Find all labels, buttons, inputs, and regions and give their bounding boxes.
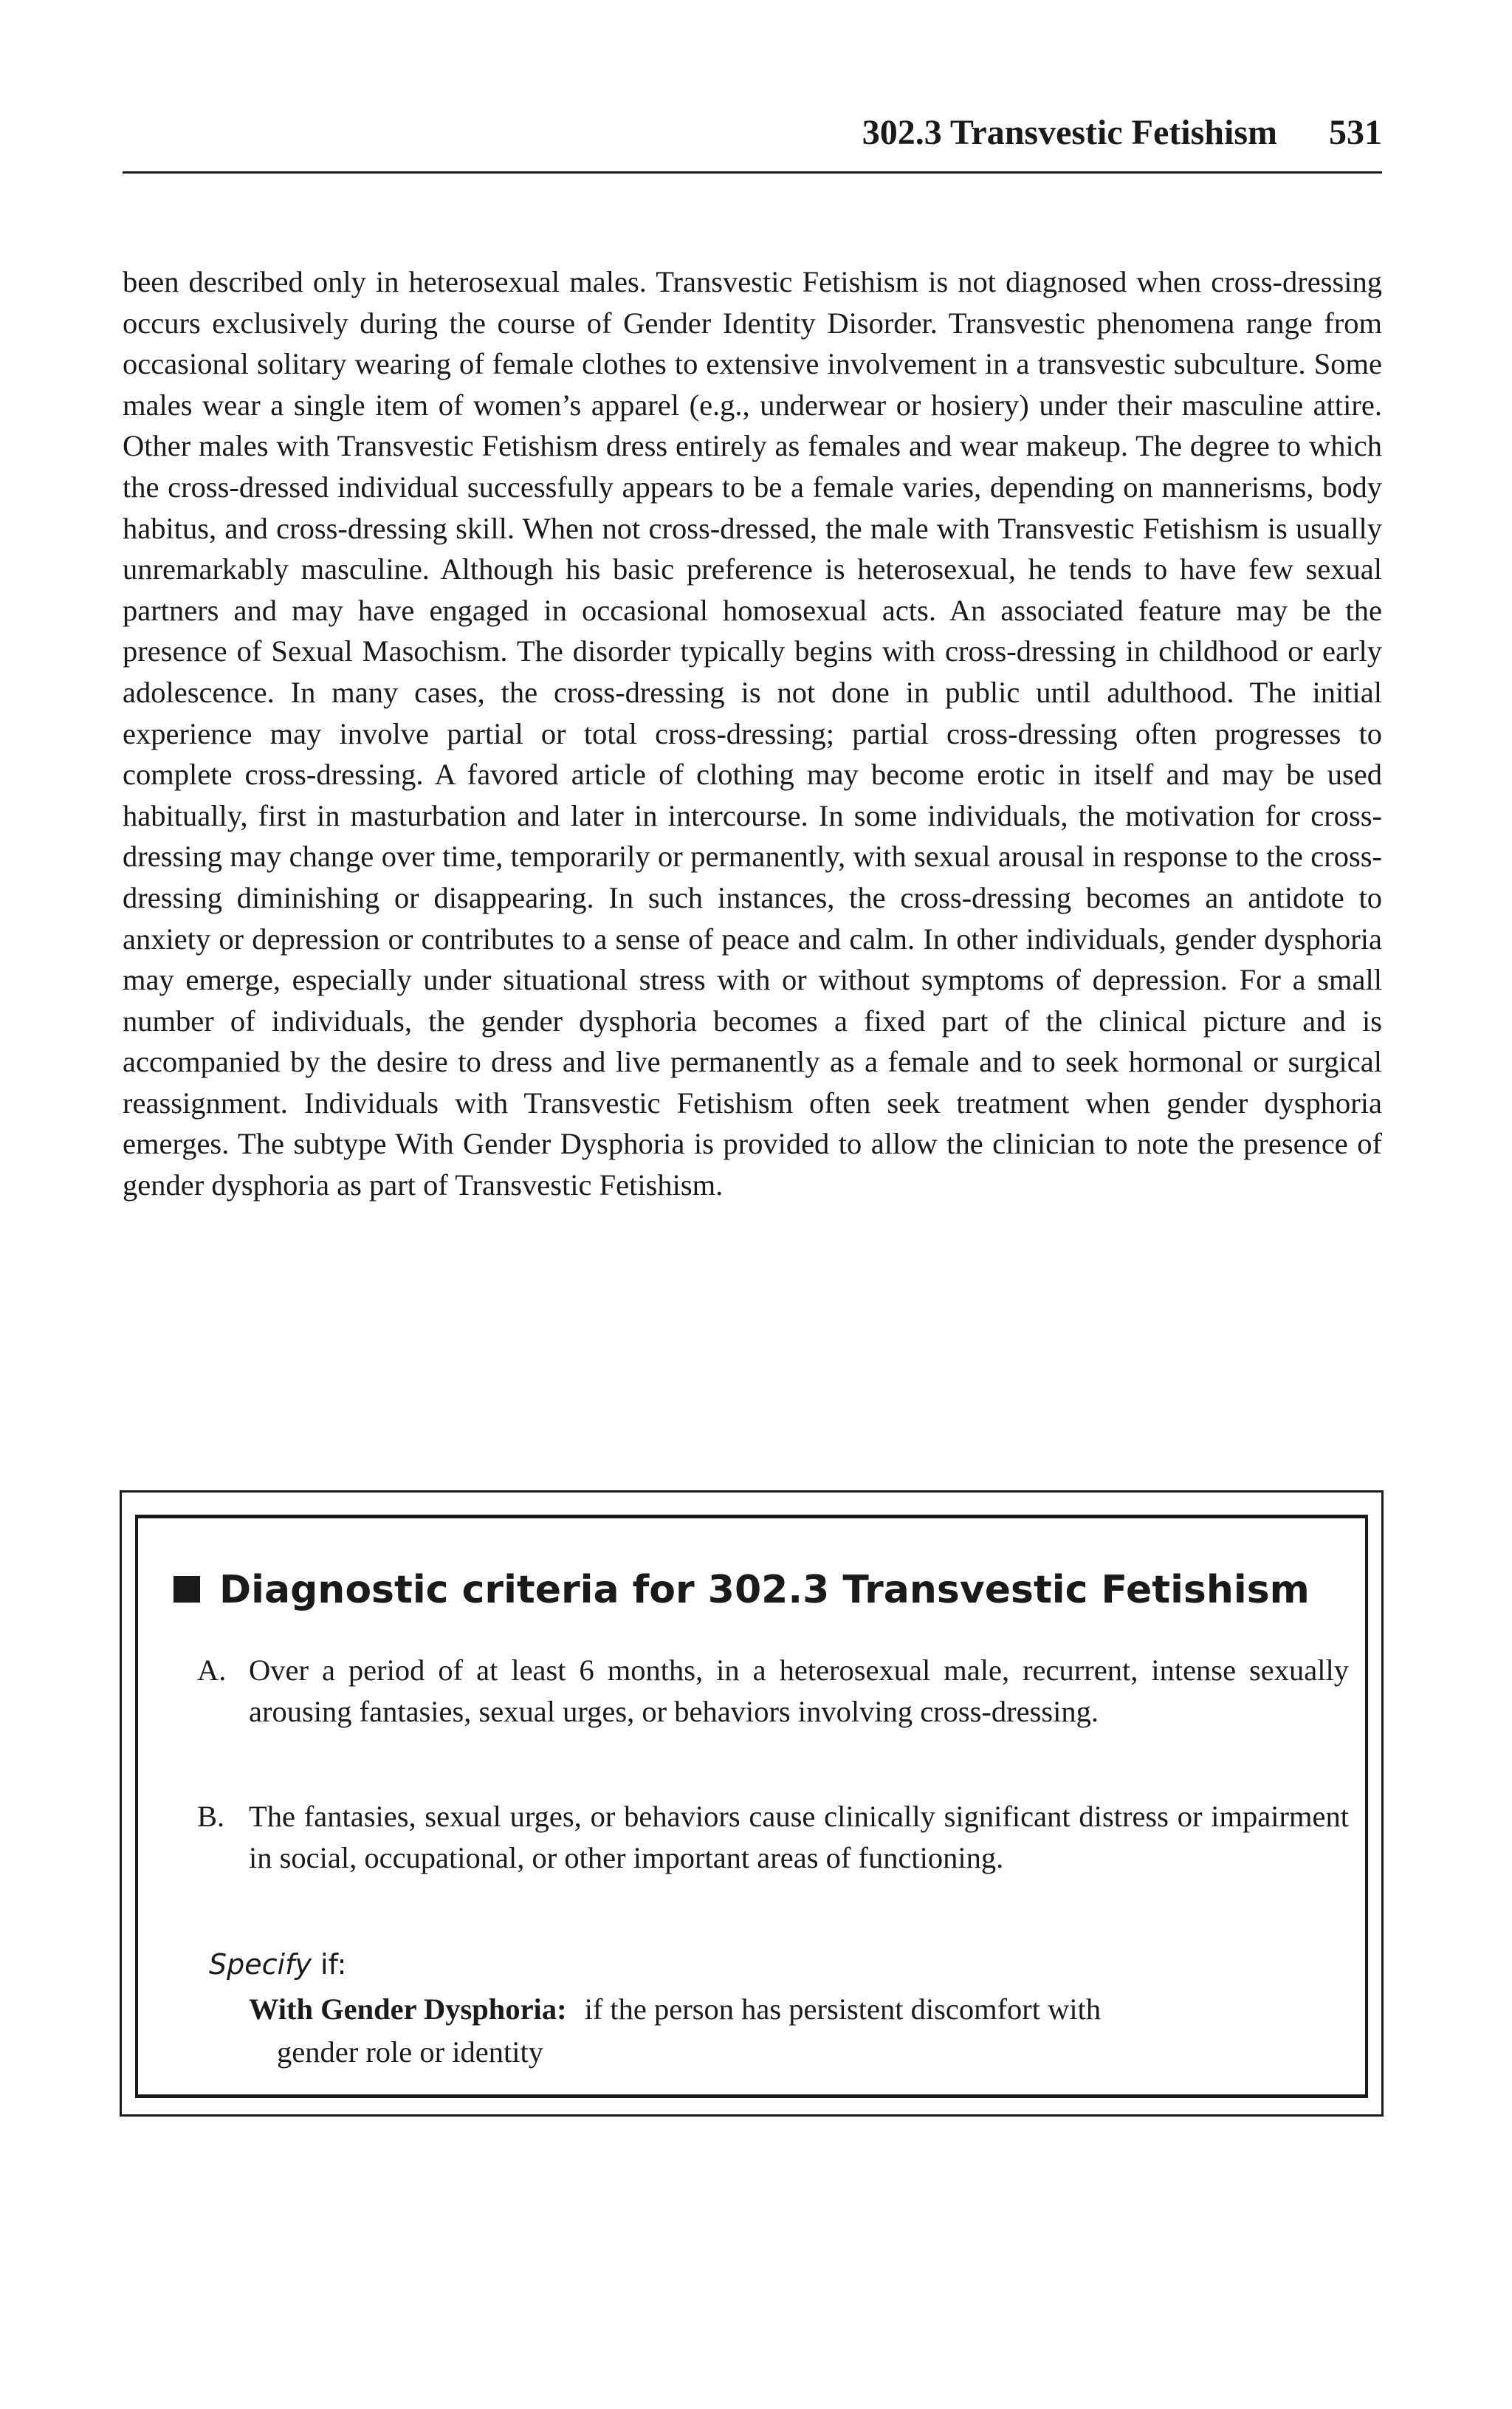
criterion-text: The fantasies, sexual urges, or behaviors cause clinically significant distress or impairment in social, occupational, or other important areas of functioning. [249, 1800, 1349, 1874]
subtype-description: if the person has persistent discomfort with [584, 1992, 1102, 2026]
running-head [123, 111, 1382, 174]
criterion-a [197, 1650, 1349, 1733]
subtype-description-continued: gender role or identity [277, 2035, 543, 2069]
criterion-text: Over a period of at least 6 months, in a heterosexual male, recurrent, intense sexually arousing fantasies, sexual urges, or behaviors involving cross-dressing. [249, 1654, 1349, 1728]
criterion-letter: A. [197, 1654, 227, 1687]
criterion-b [197, 1796, 1349, 1879]
subtype-entry [249, 1988, 1334, 2074]
specify-label: Specify [209, 1948, 312, 1981]
criteria-heading-text: Diagnostic criteria for 302.3 Transvestic Fetishism [219, 1568, 1310, 1612]
criteria-box-inner-frame [135, 1515, 1368, 2098]
diagnostic-criteria-box [120, 1490, 1384, 2117]
subtype-name: With Gender Dysphoria: [249, 1992, 567, 2026]
criteria-heading [173, 1564, 1310, 1616]
body-paragraph: been described only in heterosexual males. Transvestic Fetishism is not diagnosed when cross-dressing occurs exclusively during the course of Gender Identity Disorder. Transvestic phenomena range from occasional solitary wearing of female clothes to extensive involvement in a transvestic subculture. Some males wear a single item of women’s apparel (e.g., underwear or hosiery) under their masculine attire. Other males with Transvestic Fetishism dress entirely as females and wear makeup. The degree to which the cross-dressed individual successfully appears to be a female varies, depending on mannerisms, body habitus, and cross-dressing skill. When not cross-dressed, the male with Transvestic Fetishism is usually unremarkably masculine. Although his basic preference is heterosexual, he tends to have few sexual partners and may have engaged in occasional homosexual acts. An associated feature may be the presence of Sexual Masochism. The disorder typically begins with cross-dressing in childhood or early adolescence. In many cases, the cross-dressing is not done in public until adulthood. The initial experience may involve partial or total cross-dressing; partial cross-dressing often progresses to complete cross-dressing. A favored article of clothing may become erotic in itself and may be used habitually, first in masturbation and later in intercourse. In some individuals, the motivation for cross-dressing may change over time, temporarily or permanently, with sexual arousal in response to the cross-dressing diminishing or disappearing. In such instances, the cross-dressing becomes an antidote to anxiety or depression or contributes to a sense of peace and calm. In other individuals, gender dysphoria may emerge, especially under situational stress with or without symptoms of depression. For a small number of individuals, the gender dysphoria becomes a fixed part of the clinical picture and is accompanied by the desire to dress and live permanently as a female and to seek hormonal or surgical reassignment. Individuals with Transvestic Fetishism often seek treatment when gender dysphoria emerges. The subtype With Gender Dysphoria is provided to allow the clinician to note the presence of gender dysphoria as part of Transvestic Fetishism. [123, 265, 1382, 1202]
square-bullet-icon [173, 1576, 200, 1603]
specify-suffix: if: [311, 1948, 347, 1981]
specify-line [209, 1944, 346, 1985]
chapter-title: 302.3 Transvestic Fetishism [862, 113, 1277, 152]
page-number: 531 [1329, 113, 1382, 152]
criterion-letter: B. [197, 1800, 225, 1833]
